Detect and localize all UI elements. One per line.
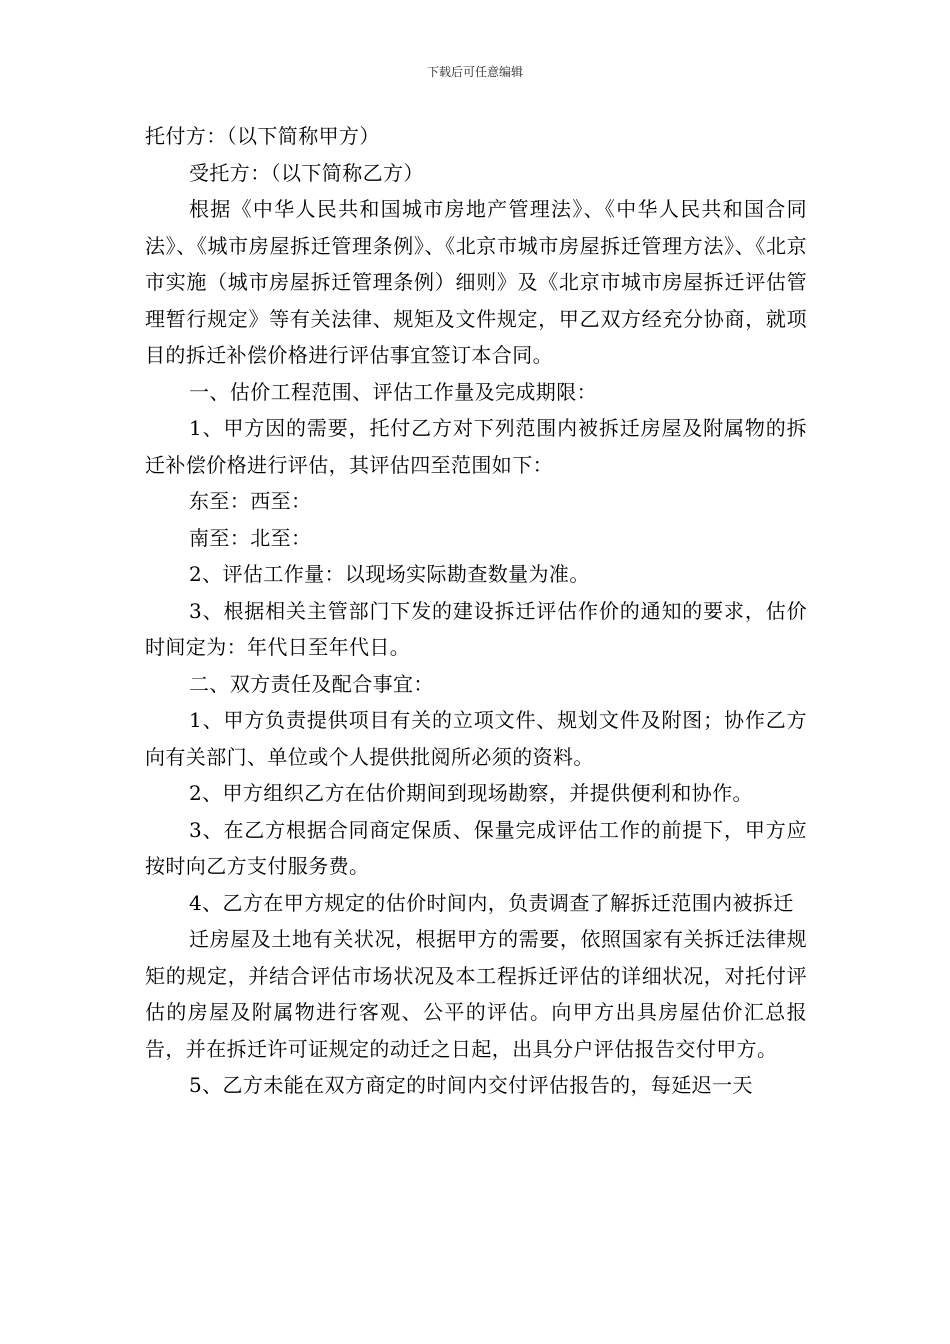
- paragraph-item: 3、根据相关主管部门下发的建设拆迁评估作价的通知的要求，估价时间定为：年代日至年代日。: [145, 598, 807, 659]
- paragraph-boundary-east-west: 东至：西至：: [189, 489, 312, 513]
- paragraph-item: 1、甲方因的需要，托付乙方对下列范围内被拆迁房屋及附属物的拆迁补偿价格进行评估，其评估四至范围如下：: [145, 416, 807, 477]
- section-heading-scope: 一、估价工程范围、评估工作量及完成期限：: [189, 379, 597, 404]
- paragraph-boundary-south-north: 南至：北至：: [189, 525, 312, 550]
- paragraph-item: 3、在乙方根据合同商定保质、保量完成评估工作的前提下，甲方应按时向乙方支付服务费。: [145, 817, 807, 878]
- paragraph-item: 2、评估工作量：以现场实际勘查数量为准。: [189, 562, 590, 586]
- section-heading-responsibilities: 二、双方责任及配合事宜：: [189, 671, 434, 696]
- document-body: [145, 118, 807, 1104]
- paragraph-item: 迁房屋及土地有关状况，根据甲方的需要，依照国家有关拆迁法律规矩的规定，并结合评估市场状况及本工程拆迁评估的详细状况，对托付评估的房屋及附属物进行客观、公平的评估。向甲方出具房屋估价汇总报告，并在拆迁许可证规定的动迁之日起，出具分户评估报告交付甲方。: [145, 927, 807, 1061]
- paragraph-item: 4、乙方在甲方规定的估价时间内，负责调查了解拆迁范围内被拆迁: [189, 890, 794, 915]
- paragraph-principal: 托付方：（以下简称甲方）: [145, 124, 380, 148]
- page-header: 下载后可任意编辑: [426, 65, 523, 79]
- paragraph-legal-basis: 根据《中华人民共和国城市房地产管理法》、《中华人民共和国合同法》、《城市房屋拆迁管理条例》、《北京市城市房屋拆迁管理方法》、《北京市实施（城市房屋拆迁管理条例）细则》及《北京市城市房屋拆迁评估管理暂行规定》等有关法律、规矩及文件规定，甲乙双方经充分协商，就项目的拆迁补偿价格进行评估事宜签订本合同。: [145, 197, 807, 367]
- paragraph-item: 2、甲方组织乙方在估价期间到现场勘察，并提供便利和协作。: [189, 781, 753, 805]
- paragraph-item: 5、乙方未能在双方商定的时间内交付评估报告的，每延迟一天: [189, 1073, 753, 1097]
- paragraph-item: 1、甲方负责提供项目有关的立项文件、规划文件及附图；协作乙方向有关部门、单位或个人提供批阅所必须的资料。: [145, 708, 807, 769]
- paragraph-trustee: 受托方：（以下简称乙方）: [189, 160, 424, 185]
